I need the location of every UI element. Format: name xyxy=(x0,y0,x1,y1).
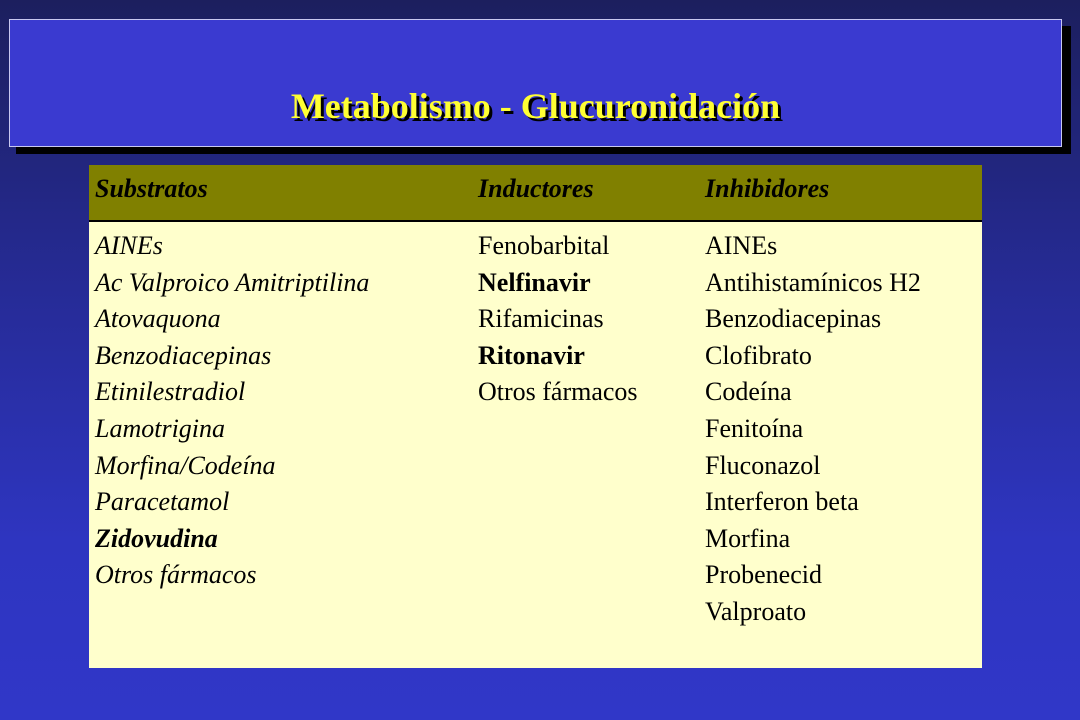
header-inhibidores: Inhibidores xyxy=(705,174,830,203)
inductor-item: Fenobarbital xyxy=(478,231,610,260)
header-substratos: Substratos xyxy=(95,174,208,203)
inhibidor-item: AINEs xyxy=(705,231,778,260)
substrato-item: Benzodiacepinas xyxy=(95,340,272,370)
inhibidor-item: Clofibrato xyxy=(705,340,812,370)
inductor-item: Nelfinavir xyxy=(478,267,591,297)
substrato-item: Lamotrigina xyxy=(95,413,226,443)
substrato-item: Atovaquona xyxy=(95,304,221,334)
inductor-item: Rifamicinas xyxy=(478,304,604,334)
inhibidor-item: Probenecid xyxy=(705,560,822,590)
substrato-item: Ac Valproico Amitriptilina xyxy=(95,267,370,297)
inhibidor-item: Valproato xyxy=(705,596,807,626)
substratos-column xyxy=(95,228,369,594)
substrato-item: Zidovudina xyxy=(95,523,218,553)
inhibidor-item: Fenitoína xyxy=(705,413,804,443)
drug-table xyxy=(89,165,982,668)
header-inductores: Inductores xyxy=(478,174,594,203)
substrato-item: Paracetamol xyxy=(95,487,230,517)
inhibidor-item: Morfina xyxy=(705,523,791,553)
substrato-item: Otros fármacos xyxy=(95,560,257,590)
inhibidor-item: Interferon beta xyxy=(705,487,859,517)
title-box xyxy=(9,19,1062,147)
substrato-item: AINEs xyxy=(95,231,163,260)
inhibidor-item: Benzodiacepinas xyxy=(705,304,882,334)
inhibidores-column xyxy=(705,228,921,631)
substrato-item: Etinilestradiol xyxy=(95,377,246,407)
inhibidor-item: Codeína xyxy=(705,377,792,407)
inductor-item: Ritonavir xyxy=(478,340,585,370)
inductor-item: Otros fármacos xyxy=(478,377,638,407)
inhibidor-item: Antihistamínicos H2 xyxy=(705,267,921,297)
inhibidor-item: Fluconazol xyxy=(705,450,821,480)
table-header-row xyxy=(89,165,982,222)
inductores-column xyxy=(478,228,638,411)
substrato-item: Morfina/Codeína xyxy=(95,450,276,480)
slide-title: Metabolismo - Glucuronidación xyxy=(290,86,781,126)
